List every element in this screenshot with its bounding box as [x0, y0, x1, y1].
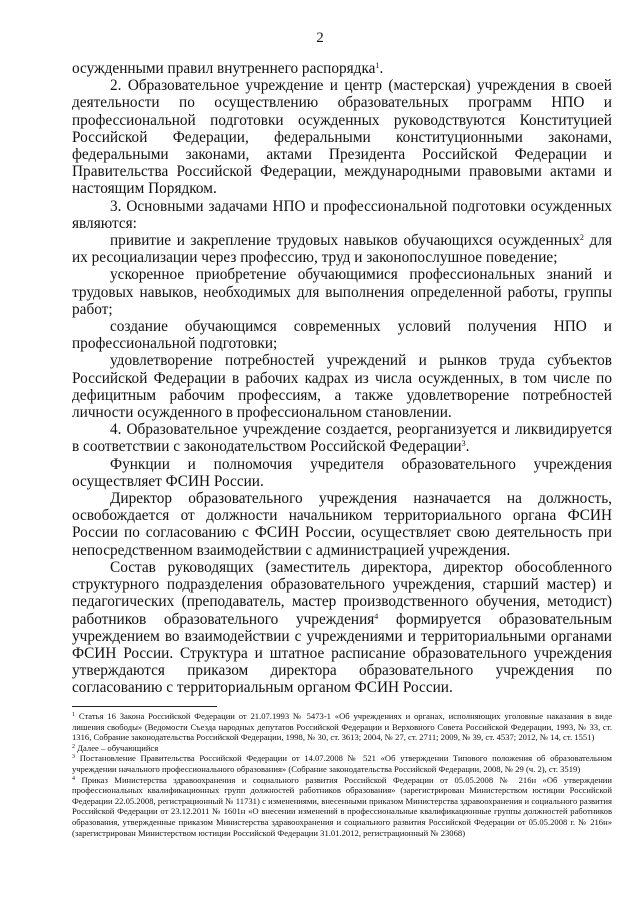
page-number: 2 [316, 30, 324, 46]
footnote-separator [72, 706, 217, 707]
paragraph-text: 2. Образовательное учреждение и центр (мастерская) учреждения в своей деятельности по осуществлению образовательных программ НПО и профессиональной подготовки осужденных руководствуются Конституцией Российской Федерации, федеральными конституционными законами, федеральными законами, актами Президента Российской Федерации и Правительства Российской Федерации, международными правовыми актами и настоящим Порядком. [72, 77, 612, 198]
paragraph-text: 4. Образовательное учреждение создается, реорганизуется и ликвидируется в соответствии с законодательством Российской Федерации [72, 421, 612, 456]
footnote-text: Приказ Министерства здравоохранения и социального развития Российской Федерации от 05.05.2008 № 216н «Об утверждении профессиональных квалификационных групп должностей работников образования» (зарегистрирован Министерством юстиции Российской Федерации 22.05.2008, регистрационный № 11731) с изменениями, внесенными приказом Министерства здравоохранения и социального развития Российской Федерации от 23.12.2011 № 1601н «О внесении изменений в профессиональные квалификационные группы должностей работников образования, утвержденные приказом Министерства здравоохранения и социального развития Российской Федерации от 05.05.2008 г. № 216н» (зарегистрирован Министерством юстиции Российской Федерации 31.01.2012, регистрационный № 23068) [72, 774, 612, 838]
paragraph [72, 77, 612, 197]
footnote-ref: 4 [374, 611, 379, 621]
paragraph [72, 232, 612, 266]
footnotes [72, 711, 612, 838]
footnote [72, 775, 612, 839]
paragraph-tail: . [379, 60, 384, 77]
paragraph [72, 266, 612, 318]
paragraph-text: Директор образовательного учреждения назначается на должность, освобождается от должности начальником территориального органа ФСИН России по согласованию с ФСИН России, осуществляет свою деятельность при непосредственном взаимодействии с администрацией учреждения. [72, 490, 612, 559]
paragraph-tail: формируется образовательным учреждением во взаимодействии с учреждениями и территориальными органами ФСИН России. Структура и штатное расписание образовательного учреждения утверждаются приказом директора образовательного учреждения по согласованию с территориальным органом ФСИН России. [72, 610, 612, 697]
footnote-number: 1 [72, 712, 75, 718]
footnote-number: 3 [72, 754, 75, 761]
footnote-number: 2 [72, 743, 75, 750]
paragraph-text: Состав руководящих (заместитель директора, директор обособленного структурного подразделения образовательного учреждения, старший мастер) и педагогических (преподаватель, мастер производственного обучения, методист) работников образовательного учреждения [72, 558, 612, 628]
footnote-text: Далее – обучающийся [77, 742, 159, 753]
footnote-ref: 3 [461, 439, 466, 449]
paragraph [72, 60, 612, 77]
footnote-number: 4 [72, 775, 75, 782]
paragraph-text: ускоренное приобретение обучающимися профессиональных знаний и трудовых навыков, необходимых для выполнения определенной работы, группы работ; [72, 266, 612, 318]
paragraph-tail: для их ресоциализации через профессию, труд и законопослушное поведение; [72, 232, 612, 267]
paragraph-text: создание обучающимся современных условий получения НПО и профессиональной подготовки; [72, 318, 612, 353]
main-text [72, 60, 612, 697]
footnote [72, 711, 612, 743]
paragraph [72, 421, 612, 455]
footnote-text: Постановление Правительства Российской Федерации от 14.07.2008 № 521 «Об утверждении Типового положения об образовательном учреждении начального профессионального образования» (Собрание законодательства Российской Федерации, 2008, № 29 (ч. 2), ст. 3519) [72, 753, 613, 774]
paragraph-text: Функции и полномочия учредителя образовательного учреждения осуществляет ФСИН России. [72, 455, 612, 490]
footnote-ref: 2 [579, 233, 584, 243]
footnote-ref: 1 [375, 61, 380, 70]
paragraph-text: осужденными правил внутреннего распорядка [72, 60, 376, 77]
paragraph [72, 318, 612, 352]
footnote [72, 753, 612, 774]
footnote [72, 743, 612, 754]
paragraph [72, 198, 612, 232]
paragraph [72, 559, 612, 697]
paragraph-text: удовлетворение потребностей учреждений и рынков труда субъектов Российской Федерации в рабочих кадрах из числа осужденных, в том числе по дефицитным рабочим профессиям, а также удовлетворение потребностей личности осужденного в профессиональном становлении. [72, 352, 612, 422]
paragraph [72, 490, 612, 559]
paragraph [72, 456, 612, 490]
footnote-text: Статья 16 Закона Российской Федерации от 21.07.1993 № 5473-1 «Об учреждениях и органах, исполняющих уголовные наказания в виде лишения свободы» (Ведомости Съезда народных депутатов Российской Федерации и Верховного Совета Российской Федерации, 1993, № 33, ст. 1316, Собрание законодательства Российской Федерации, 1998, № 30, ст. 3613; 2004, № 27, ст. 2711; 2009, № 39, ст. 4537; 2012, № 14, ст. 1551) [72, 711, 613, 743]
paragraph-text: 3. Основными задачами НПО и профессиональной подготовки осужденных являются: [72, 197, 612, 232]
paragraph-text: привитие и закрепление трудовых навыков обучающихся осужденных [110, 232, 580, 250]
paragraph-tail: . [465, 438, 470, 456]
paragraph [72, 352, 612, 421]
